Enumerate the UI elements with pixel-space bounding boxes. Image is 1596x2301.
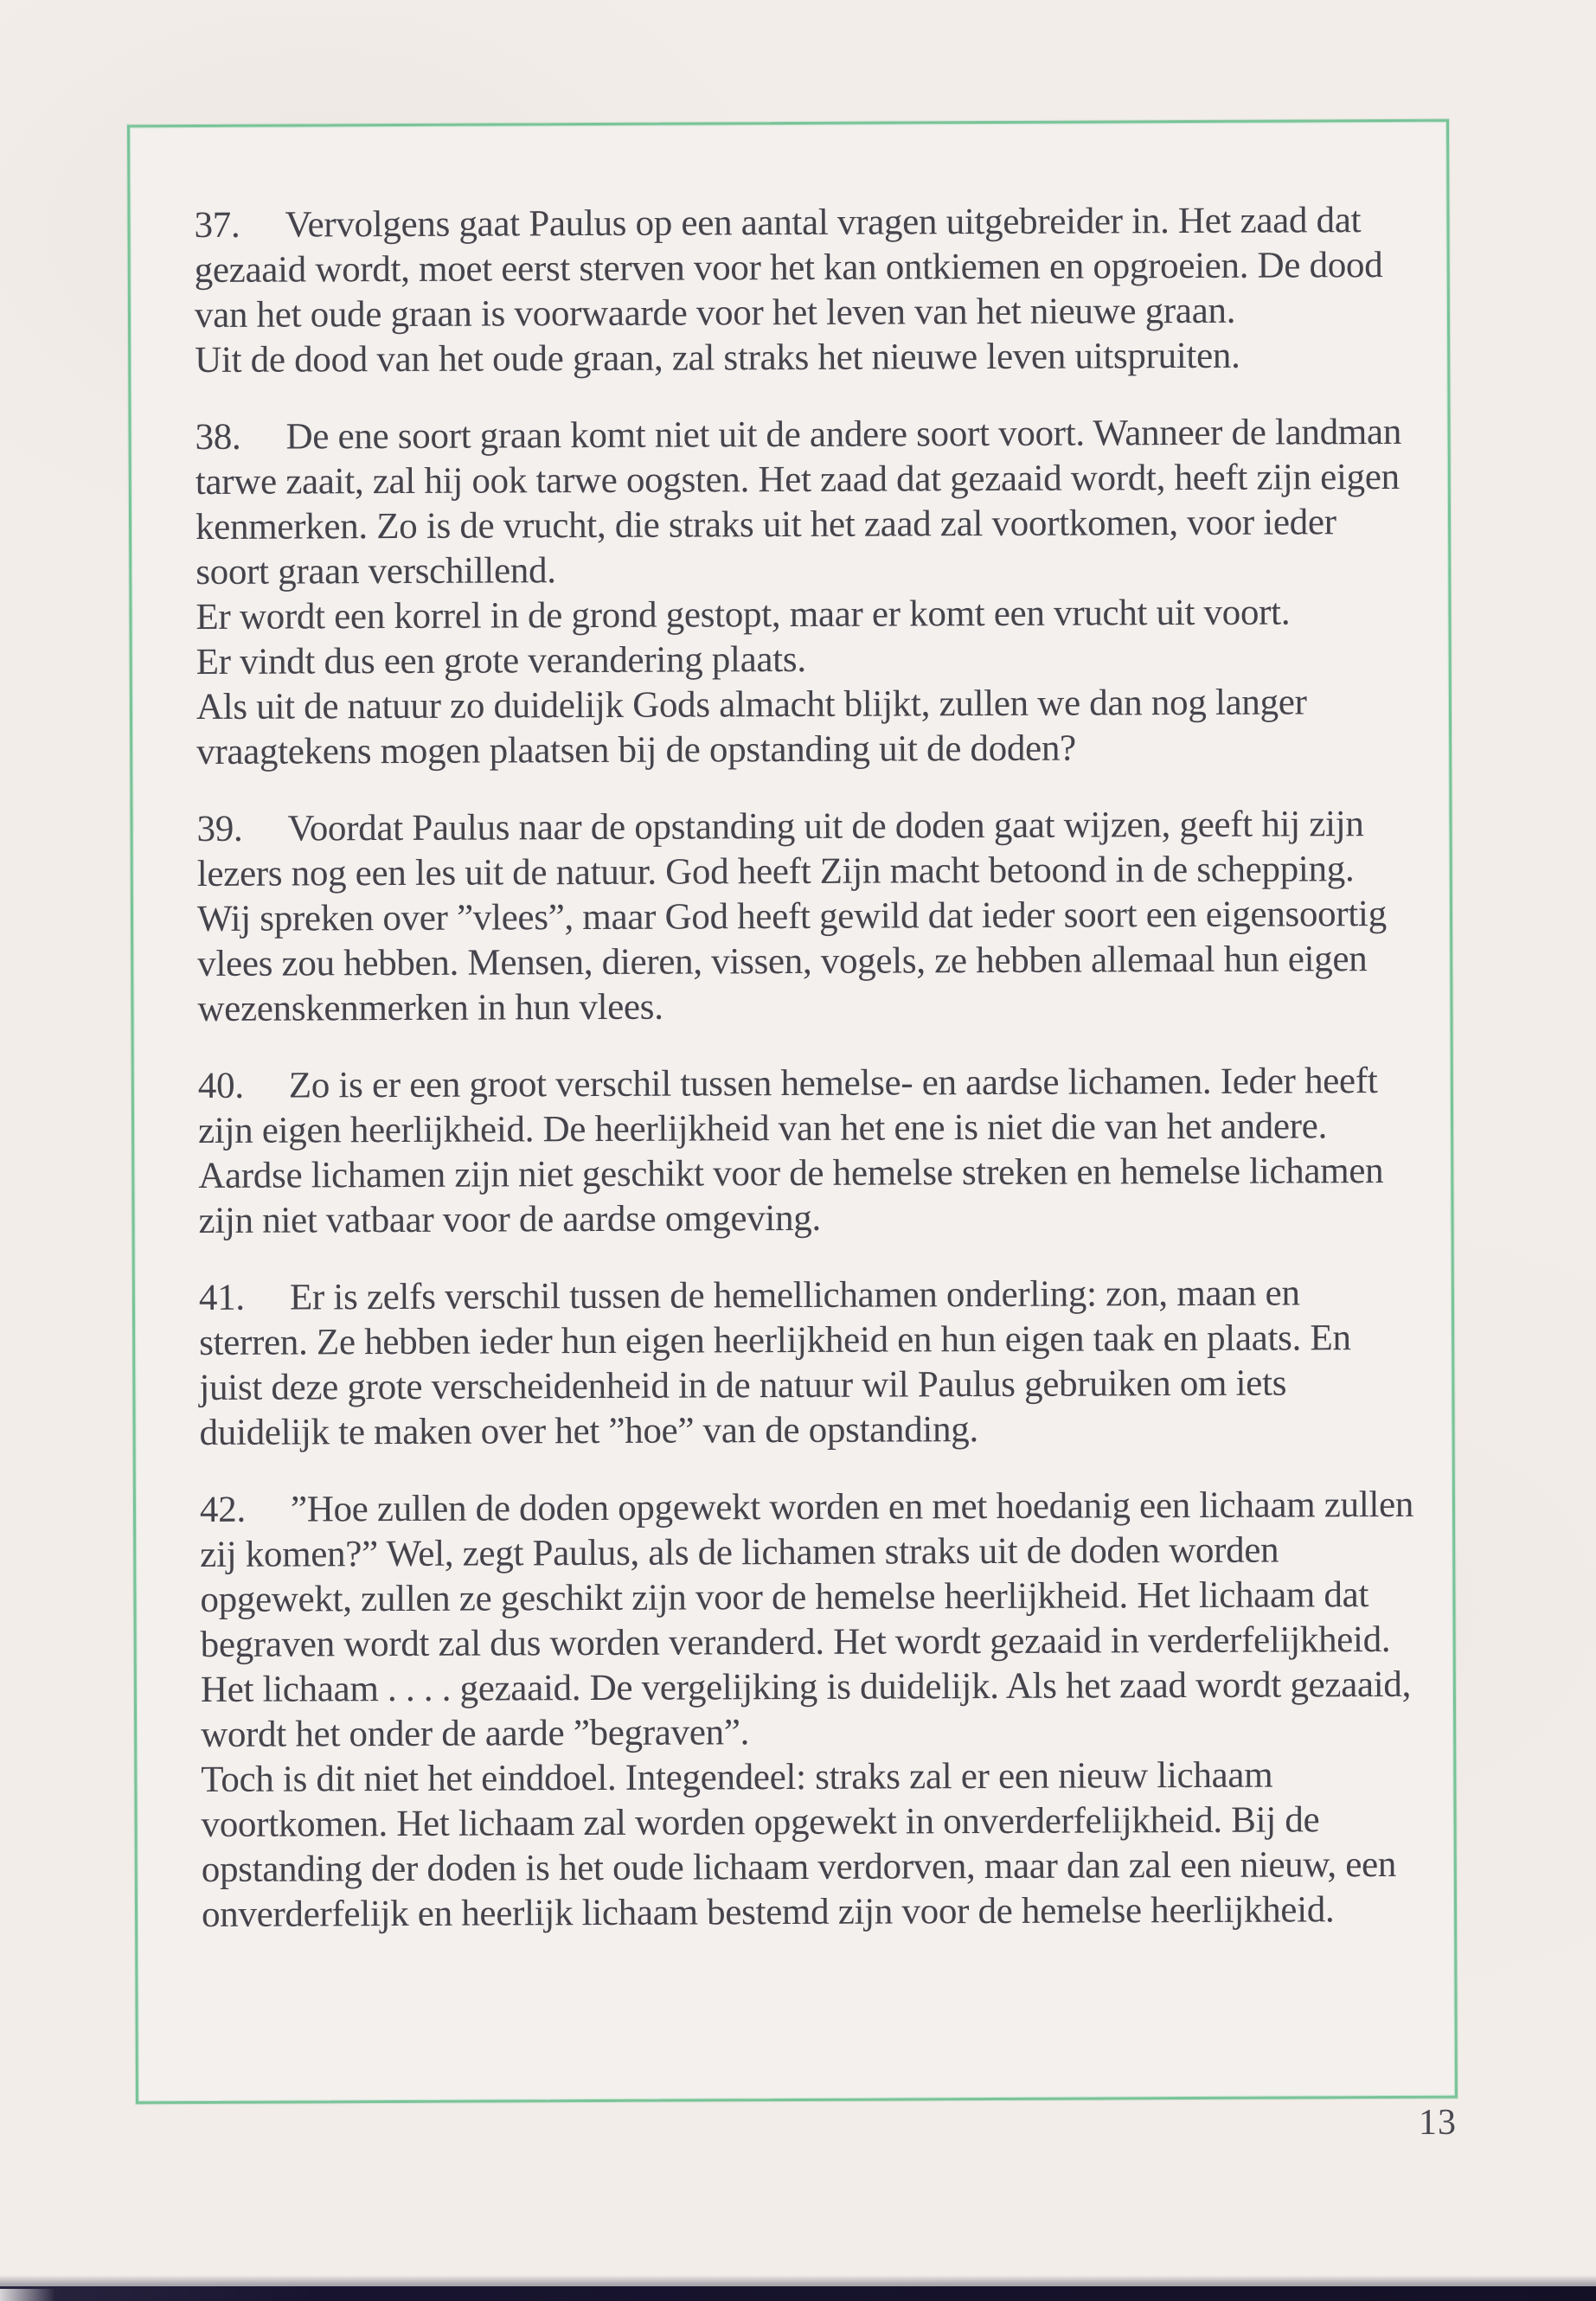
paragraph-38 xyxy=(195,410,1414,775)
paragraph-text: Zo is er een groot verschil tussen hemelse- en aardse lichamen. Ieder heeft zijn eigen heerlijkheid. De heerlijkheid van het ene is niet die van het andere. Aardse lichamen zijn niet geschikt voor de hemelse streken en hemelse lichamen zijn niet vatbaar voor de aardse omgeving. xyxy=(197,1061,1384,1241)
scan-edge-bottom xyxy=(0,2286,1596,2301)
paragraph-number: 37. xyxy=(194,204,240,247)
scan-edge-corner xyxy=(0,2289,55,2301)
paragraph-text: De ene soort graan komt niet uit de andere soort voort. Wanneer de landman tarwe zaait, zal hij ook tarwe oogsten. Het zaad dat gezaaid wordt, heeft zijn eigen kenmerken. Zo is de vrucht, die straks uit het zaad zal voortkomen, voor ieder soort graan verschillend. Er wordt een korrel in de grond gestopt, maar er komt een vrucht uit voort. Er vindt dus een grote verandering plaats. Als uit de natuur zo duidelijk Gods almacht blijkt, zullen we dan nog langer vraagtekens mogen plaatsen bij de opstanding uit de doden? xyxy=(195,411,1402,773)
paragraph-39 xyxy=(196,802,1415,1032)
paragraph-41 xyxy=(199,1271,1418,1456)
paragraph-text: Vervolgens gaat Paulus op een aantal vragen uitgebreider in. Het zaad dat gezaaid wordt, moet eerst sterven voor het kan ontkiemen en opgroeien. De dood van het oude graan is voorwaarde voor het leven van het nieuwe graan. Uit de dood van het oude graan, zal straks het nieuwe leven uitspruiten. xyxy=(194,200,1383,381)
page-number: 13 xyxy=(1419,2103,1457,2143)
paragraph-40 xyxy=(198,1059,1417,1244)
paragraph-number: 39. xyxy=(196,808,243,850)
green-border-frame xyxy=(127,119,1458,2105)
paragraph-37 xyxy=(194,198,1413,383)
paragraph-number: 42. xyxy=(199,1489,246,1530)
paragraph-number: 38. xyxy=(195,416,241,458)
paragraph-text: Voordat Paulus naar de opstanding uit de doden gaat wijzen, geeft hij zijn lezers nog een les uit de natuur. God heeft Zijn macht betoond in de schepping. Wij spreken over ”vlees”, maar God heeft gewild dat ieder soort een eigensoortig vlees zou hebben. Mensen, dieren, vissen, vogels, ze hebben allemaal hun eigen wezenskenmerken in hun vlees. xyxy=(196,804,1387,1029)
paragraph-text: ”Hoe zullen de doden opgewekt worden en met hoedanig een lichaam zullen zij komen?” Wel, zegt Paulus, als de lichamen straks uit de doden worden opgewekt, zullen ze geschikt zijn voor de hemelse heerlijkheid. Het lichaam dat begraven wordt zal dus worden veranderd. Het wordt gezaaid in verderfelijkheid. Het lichaam . . . . gezaaid. De vergelijking is duidelijk. Als het zaad wordt gezaaid, wordt het onder de aarde ”begraven”. Toch is dit niet het einddoel. Integendeel: straks zal er een nieuw lichaam voortkomen. Het lichaam zal worden opgewekt in onverderfelijkheid. Bij de opstanding der doden is het oude lichaam verdorven, maar dan zal een nieuw, een onverderfelijk en heerlijk lichaam bestemd zijn voor de hemelse heerlijkheid. xyxy=(200,1484,1414,1935)
paragraph-number: 41. xyxy=(198,1277,245,1318)
paragraph-number: 40. xyxy=(197,1065,244,1106)
text-block xyxy=(194,198,1420,1970)
paragraph-42 xyxy=(200,1483,1420,1938)
paragraph-text: Er is zelfs verschil tussen de hemellichamen onderling: zon, maan en sterren. Ze hebben ieder hun eigen heerlijkheid en hun eigen taak en plaats. En juist deze grote verscheidenheid in de natuur wil Paulus gebruiken om iets duidelijk te maken over het ”hoe” van de opstanding. xyxy=(199,1272,1351,1453)
scan-edge-shadow xyxy=(0,2275,1596,2286)
